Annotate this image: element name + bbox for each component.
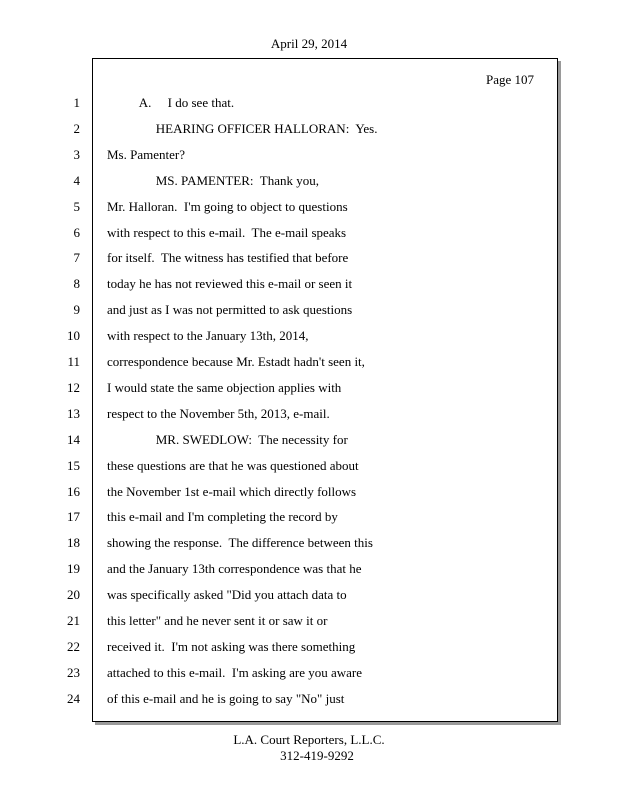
transcript-line-text: MR. SWEDLOW: The necessity for	[107, 432, 348, 447]
transcript-line-text: HEARING OFFICER HALLORAN: Yes.	[107, 121, 378, 136]
court-reporter-company: L.A. Court Reporters, L.L.C.	[233, 732, 385, 747]
line-number: 8	[73, 276, 80, 291]
line-number: 22	[67, 639, 80, 654]
transcript-line-text: MS. PAMENTER: Thank you,	[107, 173, 319, 188]
transcript-line-text: and the January 13th correspondence was that he	[107, 561, 362, 576]
transcript-line-text: Mr. Halloran. I'm going to object to questions	[107, 199, 348, 214]
transcript-line-text: these questions are that he was questioned about	[107, 458, 359, 473]
line-number: 16	[67, 484, 80, 499]
transcript-line-text: this e-mail and I'm completing the record by	[107, 509, 338, 524]
transcript-line-text: of this e-mail and he is going to say "No" just	[107, 691, 345, 706]
line-number: 13	[67, 406, 80, 421]
line-number: 17	[67, 509, 80, 524]
line-number: 1	[73, 95, 80, 110]
line-number: 12	[67, 380, 80, 395]
line-number: 7	[73, 250, 80, 265]
transcript-line-text: and just as I was not permitted to ask questions	[107, 302, 353, 317]
line-number: 9	[73, 302, 80, 317]
transcript-line-text: received it. I'm not asking was there something	[107, 639, 356, 654]
line-number: 5	[73, 199, 80, 214]
line-number: 10	[67, 328, 80, 343]
transcript-line-text: Ms. Pamenter?	[107, 147, 185, 162]
transcript-line-text: for itself. The witness has testified that before	[107, 250, 349, 265]
transcript-line-text: showing the response. The difference between this	[107, 535, 373, 550]
line-number: 15	[67, 458, 80, 473]
transcript-line-text: this letter" and he never sent it or saw it or	[107, 613, 328, 628]
line-number: 21	[67, 613, 80, 628]
line-number: 6	[73, 225, 80, 240]
line-number: 18	[67, 535, 80, 550]
transcript-line-text: was specifically asked "Did you attach data to	[107, 587, 347, 602]
line-number: 3	[73, 147, 80, 162]
transcript-line-text: with respect to the January 13th, 2014,	[107, 328, 309, 343]
line-number: 20	[67, 587, 80, 602]
transcript-line-text: correspondence because Mr. Estadt hadn't seen it,	[107, 354, 365, 369]
line-number: 14	[67, 432, 80, 447]
line-number: 19	[67, 561, 80, 576]
page-number: Page 107	[486, 72, 535, 87]
line-number: 23	[67, 665, 80, 680]
court-reporter-phone: 312-419-9292	[280, 748, 354, 763]
line-number: 24	[67, 691, 80, 706]
transcript-line-text: I would state the same objection applies with	[107, 380, 342, 395]
transcript-line-text: attached to this e-mail. I'm asking are you aware	[107, 665, 363, 680]
line-number: 4	[73, 173, 80, 188]
line-number: 2	[73, 121, 80, 136]
transcript-line-text: with respect to this e-mail. The e-mail speaks	[107, 225, 347, 240]
transcript-line-text: respect to the November 5th, 2013, e-mail.	[107, 406, 330, 421]
transcript-date: April 29, 2014	[270, 36, 348, 51]
transcript-line-text: A. I do see that.	[107, 95, 235, 110]
transcript-line-text: the November 1st e-mail which directly follows	[107, 484, 357, 499]
transcript-line-text: today he has not reviewed this e-mail or seen it	[107, 276, 353, 291]
line-number: 11	[67, 354, 80, 369]
